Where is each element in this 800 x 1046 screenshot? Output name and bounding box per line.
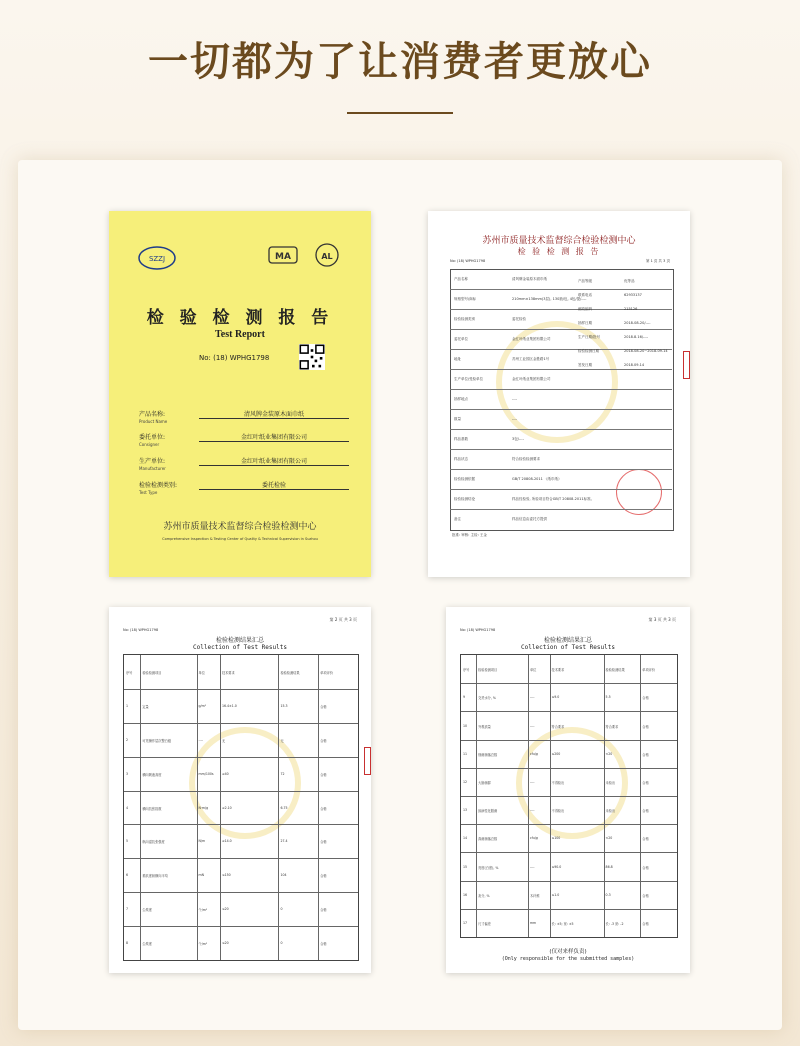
- table-cell: 灰分, %: [478, 893, 490, 898]
- cover-field-label: 委托单位: Consigner: [139, 434, 166, 447]
- table-cell: 合格: [320, 874, 327, 879]
- cover-field-value: 金红叶纸业集团有限公司: [199, 456, 349, 466]
- report-page-1: [428, 211, 690, 577]
- page1-row-label: 检验检测依据: [454, 477, 475, 481]
- table-cell: 合格: [320, 942, 327, 947]
- table-cell: 长: -3 宽: -2: [605, 921, 624, 926]
- page1-row-label: 地址: [454, 357, 461, 361]
- table-cell: N·m/g: [198, 805, 209, 810]
- table-cell: 无: [280, 738, 284, 743]
- table-cell: 7: [126, 907, 129, 912]
- page1-row-label: 数量: [454, 417, 461, 421]
- cover-field-label: 生产单位: Manufacturer: [139, 458, 166, 471]
- table-cell: 合格: [320, 806, 327, 811]
- page1-side-value: 2018.09.14: [624, 363, 645, 367]
- table-cell: 合格: [642, 893, 649, 898]
- page1-row-value: 清风牌金装原木面巾纸: [512, 277, 547, 281]
- table-cell: N/m: [198, 839, 206, 844]
- table-row-rule: [461, 711, 677, 712]
- table-cell: 长: ±5; 宽: ±5: [551, 921, 574, 926]
- page3-page-no: 第 3 页 共 3 页: [648, 617, 676, 622]
- table-cell: 0.3: [605, 892, 611, 897]
- page1-row-label: 备注: [454, 517, 461, 521]
- table-cell: 10: [463, 723, 468, 728]
- page1-side-value: 62933137: [624, 293, 642, 297]
- table-cell: 4: [126, 805, 129, 810]
- table-cell: 16: [463, 892, 468, 897]
- table-header-cell: 检验检测结果: [280, 670, 300, 675]
- page1-page-no: 第 1 页 共 3 页: [645, 259, 670, 263]
- table-cell: 未检出: [605, 780, 616, 785]
- report-cover: [109, 211, 371, 577]
- page1-row-value: 符合检验检测要求: [512, 457, 540, 461]
- table-cell: 5.5: [605, 695, 611, 700]
- table-cell: 合格: [320, 840, 327, 845]
- page1-title: 检 验 检 测 报 告: [517, 247, 601, 256]
- table-cell: 合格: [320, 738, 327, 743]
- table-cell: g/m²: [198, 703, 207, 708]
- table-rule: [450, 309, 672, 310]
- page1-side-value: 2018-08-20~2018-09-14: [624, 349, 668, 353]
- table-cell: 1: [126, 703, 129, 708]
- table-cell: 合格: [642, 724, 649, 729]
- table-rule: [450, 509, 672, 510]
- table-cell: 6.75: [280, 805, 288, 810]
- page1-row-label: 抽样地点: [454, 397, 468, 401]
- page1-row-value: ----: [512, 417, 518, 421]
- table-cell: mN: [198, 873, 205, 878]
- page1-row-value: ----: [512, 397, 518, 401]
- table-cell: 不得检出: [551, 780, 565, 785]
- table-cell: 合格: [642, 837, 649, 842]
- table-rule: [450, 289, 672, 290]
- table-header-cell: 检验检测项目: [142, 670, 162, 675]
- page2-report-no: No: (18) WPHG1798: [123, 628, 159, 632]
- table-cell: 合格: [642, 696, 649, 701]
- table-cell: ≤9.0: [551, 695, 560, 700]
- table-cell: 合格: [642, 809, 649, 814]
- table-cell: 27.4: [280, 839, 288, 844]
- page3-title-en: Collection of Test Results: [521, 644, 615, 651]
- report-page-2: [109, 607, 371, 973]
- table-rule: [450, 409, 672, 410]
- page1-row-value: 210mm×138mm(3层), 130抽/包, 4包/提/----: [512, 297, 587, 301]
- page1-row-value: 样品信息由委托方提供: [512, 517, 547, 521]
- table-row-rule: [124, 791, 358, 792]
- table-cell: 2: [126, 737, 129, 742]
- table-cell: 柔软度纵横向平均: [142, 874, 168, 879]
- table-cell: 交货水分, %: [478, 696, 496, 701]
- table-header-cell: 技术要求: [221, 670, 235, 675]
- table-cell: ≥14.0: [221, 839, 232, 844]
- table-row-rule: [124, 926, 358, 927]
- table-column-rule: [318, 655, 319, 960]
- table-cell: 3: [126, 771, 129, 776]
- page3-title: 检验检测结果汇总: [543, 637, 592, 644]
- table-header-cell: 技术要求: [551, 668, 565, 673]
- table-cell: 8: [126, 941, 129, 946]
- table-row-rule: [124, 757, 358, 758]
- page2-title-en: Collection of Test Results: [193, 644, 287, 651]
- table-cell: ≤90.0: [551, 864, 562, 869]
- table-cell: 合格: [320, 772, 327, 777]
- page3-results-table: [460, 654, 678, 938]
- page3-report-no: No: (18) WPHG1798: [460, 628, 496, 632]
- report-page-3: [446, 607, 690, 973]
- table-row-rule: [461, 881, 677, 882]
- table-cell: 16.4±1.0: [221, 703, 237, 708]
- table-cell: 纵向湿抗张强度: [142, 840, 165, 845]
- table-cell: cfu/g: [529, 751, 538, 756]
- table-row-rule: [461, 768, 677, 769]
- table-cell: ≤100: [551, 836, 561, 841]
- table-cell: 尘埃度: [142, 942, 152, 947]
- table-rule: [450, 429, 672, 430]
- table-cell: 亮度(白度), %: [478, 865, 499, 870]
- page1-side-label: 抽样日期: [578, 321, 592, 325]
- page2-page-no: 第 2 页 共 3 页: [329, 617, 357, 622]
- page1-side-label: 生产日期/批号: [578, 335, 601, 339]
- table-cell: 17: [463, 920, 468, 925]
- table-cell: 致病性化脓菌: [478, 809, 498, 814]
- table-cell: 横向吸液高度: [142, 772, 162, 777]
- table-rule: [450, 329, 672, 330]
- table-cell: ----: [529, 779, 535, 784]
- page1-row-value: GB/T 20808-2011 《纸巾纸》: [512, 477, 562, 481]
- page1-sign: 批准: 审核: 主检: 王金: [452, 533, 487, 537]
- table-cell: 尺寸偏差: [478, 921, 491, 926]
- table-cell: ----: [529, 864, 535, 869]
- page1-row-label: 检验检测结论: [454, 497, 475, 501]
- table-cell: ≤20: [221, 941, 229, 946]
- table-cell: mm: [529, 920, 537, 925]
- table-cell: ≥2.10: [221, 805, 232, 810]
- table-cell: ----: [529, 723, 535, 728]
- page1-side-label: 签发日期: [578, 363, 592, 367]
- table-rule: [450, 469, 672, 470]
- table-column-rule: [220, 655, 221, 960]
- page1-side-label: 邮政编码: [578, 307, 592, 311]
- side-seal-icon: [364, 747, 371, 775]
- table-cell: 13: [463, 808, 468, 813]
- table-cell: 15: [463, 864, 468, 869]
- cover-field-value: 委托检验: [199, 480, 349, 490]
- page3-footnote: (仅对来样负责): [549, 949, 587, 955]
- table-cell: 合格: [320, 908, 327, 913]
- table-cell: 可见操作层次整白级: [142, 738, 172, 743]
- table-cell: 无: [221, 738, 226, 743]
- table-rule: [450, 489, 672, 490]
- table-row-rule: [124, 824, 358, 825]
- table-rule: [450, 449, 672, 450]
- table-row-rule: [461, 909, 677, 910]
- page1-side-label: 联系电话: [578, 293, 592, 297]
- table-cell: ≤150: [221, 873, 231, 878]
- table-cell: cfu/g: [529, 836, 538, 841]
- table-cell: 合格: [320, 704, 327, 709]
- cover-field-label: 检验检测类别: Test Type: [139, 482, 178, 495]
- table-cell: 不得检出: [551, 809, 565, 814]
- page1-row-value: 3包/----: [512, 437, 524, 441]
- table-cell: 符合要求: [605, 724, 619, 729]
- cover-org-en: Comprehensive Inspection & Testing Center of Quality & Technical Supervision in Suzhou: [162, 537, 318, 541]
- table-rule: [450, 389, 672, 390]
- table-cell: <20: [605, 836, 613, 841]
- table-cell: 5: [126, 839, 129, 844]
- table-header-cell: 序号: [126, 670, 133, 675]
- page1-side-value: 215126: [624, 307, 638, 311]
- table-cell: ≤1.0: [551, 892, 560, 897]
- table-column-rule: [197, 655, 198, 960]
- page1-row-label: 规格型号/商标: [454, 297, 477, 301]
- table-row-rule: [461, 824, 677, 825]
- page1-side-label: 检验检测日期: [578, 349, 599, 353]
- page1-side-value: 优等品: [624, 279, 635, 283]
- cover-org: 苏州市质量技术监督综合检验检测中心: [163, 522, 317, 532]
- headline-underline: [347, 112, 453, 114]
- table-cell: 外观质量: [478, 724, 491, 729]
- table-cell: 合格: [642, 780, 649, 785]
- table-header-cell: 序号: [463, 668, 470, 673]
- table-cell: 定量: [142, 704, 149, 709]
- page1-row-label: 产品名称: [454, 277, 468, 281]
- page2-title: 检验检测结果汇总: [215, 637, 264, 644]
- table-cell: 未检出: [605, 809, 616, 814]
- table-cell: 细菌菌落总数: [478, 752, 498, 757]
- table-cell: 86.8: [605, 864, 613, 869]
- cover-field-label: 产品名称: Product Name: [139, 411, 168, 424]
- table-row-rule: [461, 740, 677, 741]
- svg-text:AL: AL: [321, 252, 333, 261]
- page1-row-value: 样品经检验, 所检项目符合GB/T 20808-2011标准。: [512, 497, 595, 501]
- side-seal-icon: [683, 351, 690, 379]
- table-header-cell: 单项评价: [320, 670, 333, 675]
- table-cell: <20: [605, 751, 613, 756]
- page1-row-label: 样品状态: [454, 457, 468, 461]
- page1-row-label: 检验检测类别: [454, 317, 475, 321]
- page1-row-value: 金红叶纸业集团有限公司: [512, 377, 551, 381]
- table-cell: ----: [529, 808, 535, 813]
- table-row-rule: [124, 723, 358, 724]
- svg-text:MA: MA: [275, 252, 291, 262]
- page1-row-label: 生产单位/受检单位: [454, 377, 484, 381]
- table-cell: 横向抗张指数: [142, 806, 162, 811]
- table-row-rule: [124, 689, 358, 690]
- page1-row-value: 委托检验: [512, 317, 526, 321]
- table-cell: 9: [463, 695, 466, 700]
- page1-report-no: No: (18) WPHG1798: [450, 259, 486, 263]
- table-cell: 6: [126, 873, 129, 878]
- table-row-rule: [461, 683, 677, 684]
- table-header-cell: 单位: [529, 668, 537, 673]
- table-cell: 15.3: [280, 703, 288, 708]
- table-header-cell: 单位: [198, 670, 205, 675]
- headline: 一切都为了让消费者更放心: [148, 39, 652, 85]
- table-cell: 11: [463, 751, 468, 756]
- table-cell: 合格: [642, 865, 649, 870]
- page1-row-value: 苏州工业园区金胜路1号: [512, 357, 550, 361]
- table-cell: ----: [529, 695, 535, 700]
- table-cell: 木纤维: [529, 893, 540, 898]
- table-cell: 14: [463, 836, 468, 841]
- cover-subtitle: Test Report: [215, 329, 265, 340]
- table-cell: 72: [280, 771, 285, 776]
- table-column-rule: [140, 655, 141, 960]
- table-cell: 符合要求: [551, 724, 565, 729]
- page2-results-table: [123, 654, 359, 961]
- cover-title: 检 验 检 测 报 告: [146, 308, 334, 328]
- table-cell: 个/m²: [198, 942, 208, 947]
- page1-side-value: 2018-08-20/----: [624, 321, 651, 325]
- page1-org: 苏州市质量技术监督综合检验检测中心: [482, 236, 636, 246]
- table-cell: ----: [198, 737, 204, 742]
- table-row-rule: [124, 858, 358, 859]
- table-cell: ≥40: [221, 771, 229, 776]
- page1-row-label: 委托单位: [454, 337, 468, 341]
- table-row-rule: [461, 796, 677, 797]
- table-cell: 个/m²: [198, 908, 208, 913]
- table-cell: 104: [280, 873, 287, 878]
- table-row-rule: [124, 892, 358, 893]
- table-row-rule: [461, 852, 677, 853]
- cover-field-value: 金红叶纸业集团有限公司: [199, 432, 349, 442]
- page1-side-value: 2018.8.16/----: [624, 335, 649, 339]
- table-cell: 12: [463, 779, 468, 784]
- table-cell: 合格: [642, 921, 649, 926]
- table-cell: mm/100s: [198, 771, 214, 776]
- cover-report-no: No: (18) WPHG1798: [199, 354, 270, 362]
- page1-row-value: 金红叶纸业集团有限公司: [512, 337, 551, 341]
- page3-footnote-en: (Only responsible for the submitted samples): [501, 956, 635, 962]
- table-cell: 真菌菌落总数: [478, 837, 498, 842]
- cert-logos: [137, 241, 347, 275]
- cover-field-value: 清风牌金装原木面巾纸: [199, 409, 349, 419]
- table-header-cell: 单项评价: [642, 668, 656, 673]
- table-cell: 尘埃度: [142, 908, 152, 913]
- table-column-rule: [278, 655, 279, 960]
- table-cell: ≤20: [221, 907, 229, 912]
- table-cell: ≤200: [551, 751, 561, 756]
- page1-row-label: 样品基数: [454, 437, 468, 441]
- table-cell: 0: [280, 941, 283, 946]
- table-cell: 0: [280, 907, 283, 912]
- table-rule: [450, 369, 672, 370]
- table-header-cell: 检验检测项目: [478, 668, 498, 673]
- table-cell: 大肠菌群: [478, 780, 491, 785]
- svg-text:SZZJ: SZZJ: [148, 255, 166, 263]
- page1-side-label: 产品等级: [578, 279, 592, 283]
- table-header-cell: 检验检测结果: [605, 668, 625, 673]
- table-cell: 合格: [642, 752, 649, 757]
- qr-code-icon: [299, 344, 325, 370]
